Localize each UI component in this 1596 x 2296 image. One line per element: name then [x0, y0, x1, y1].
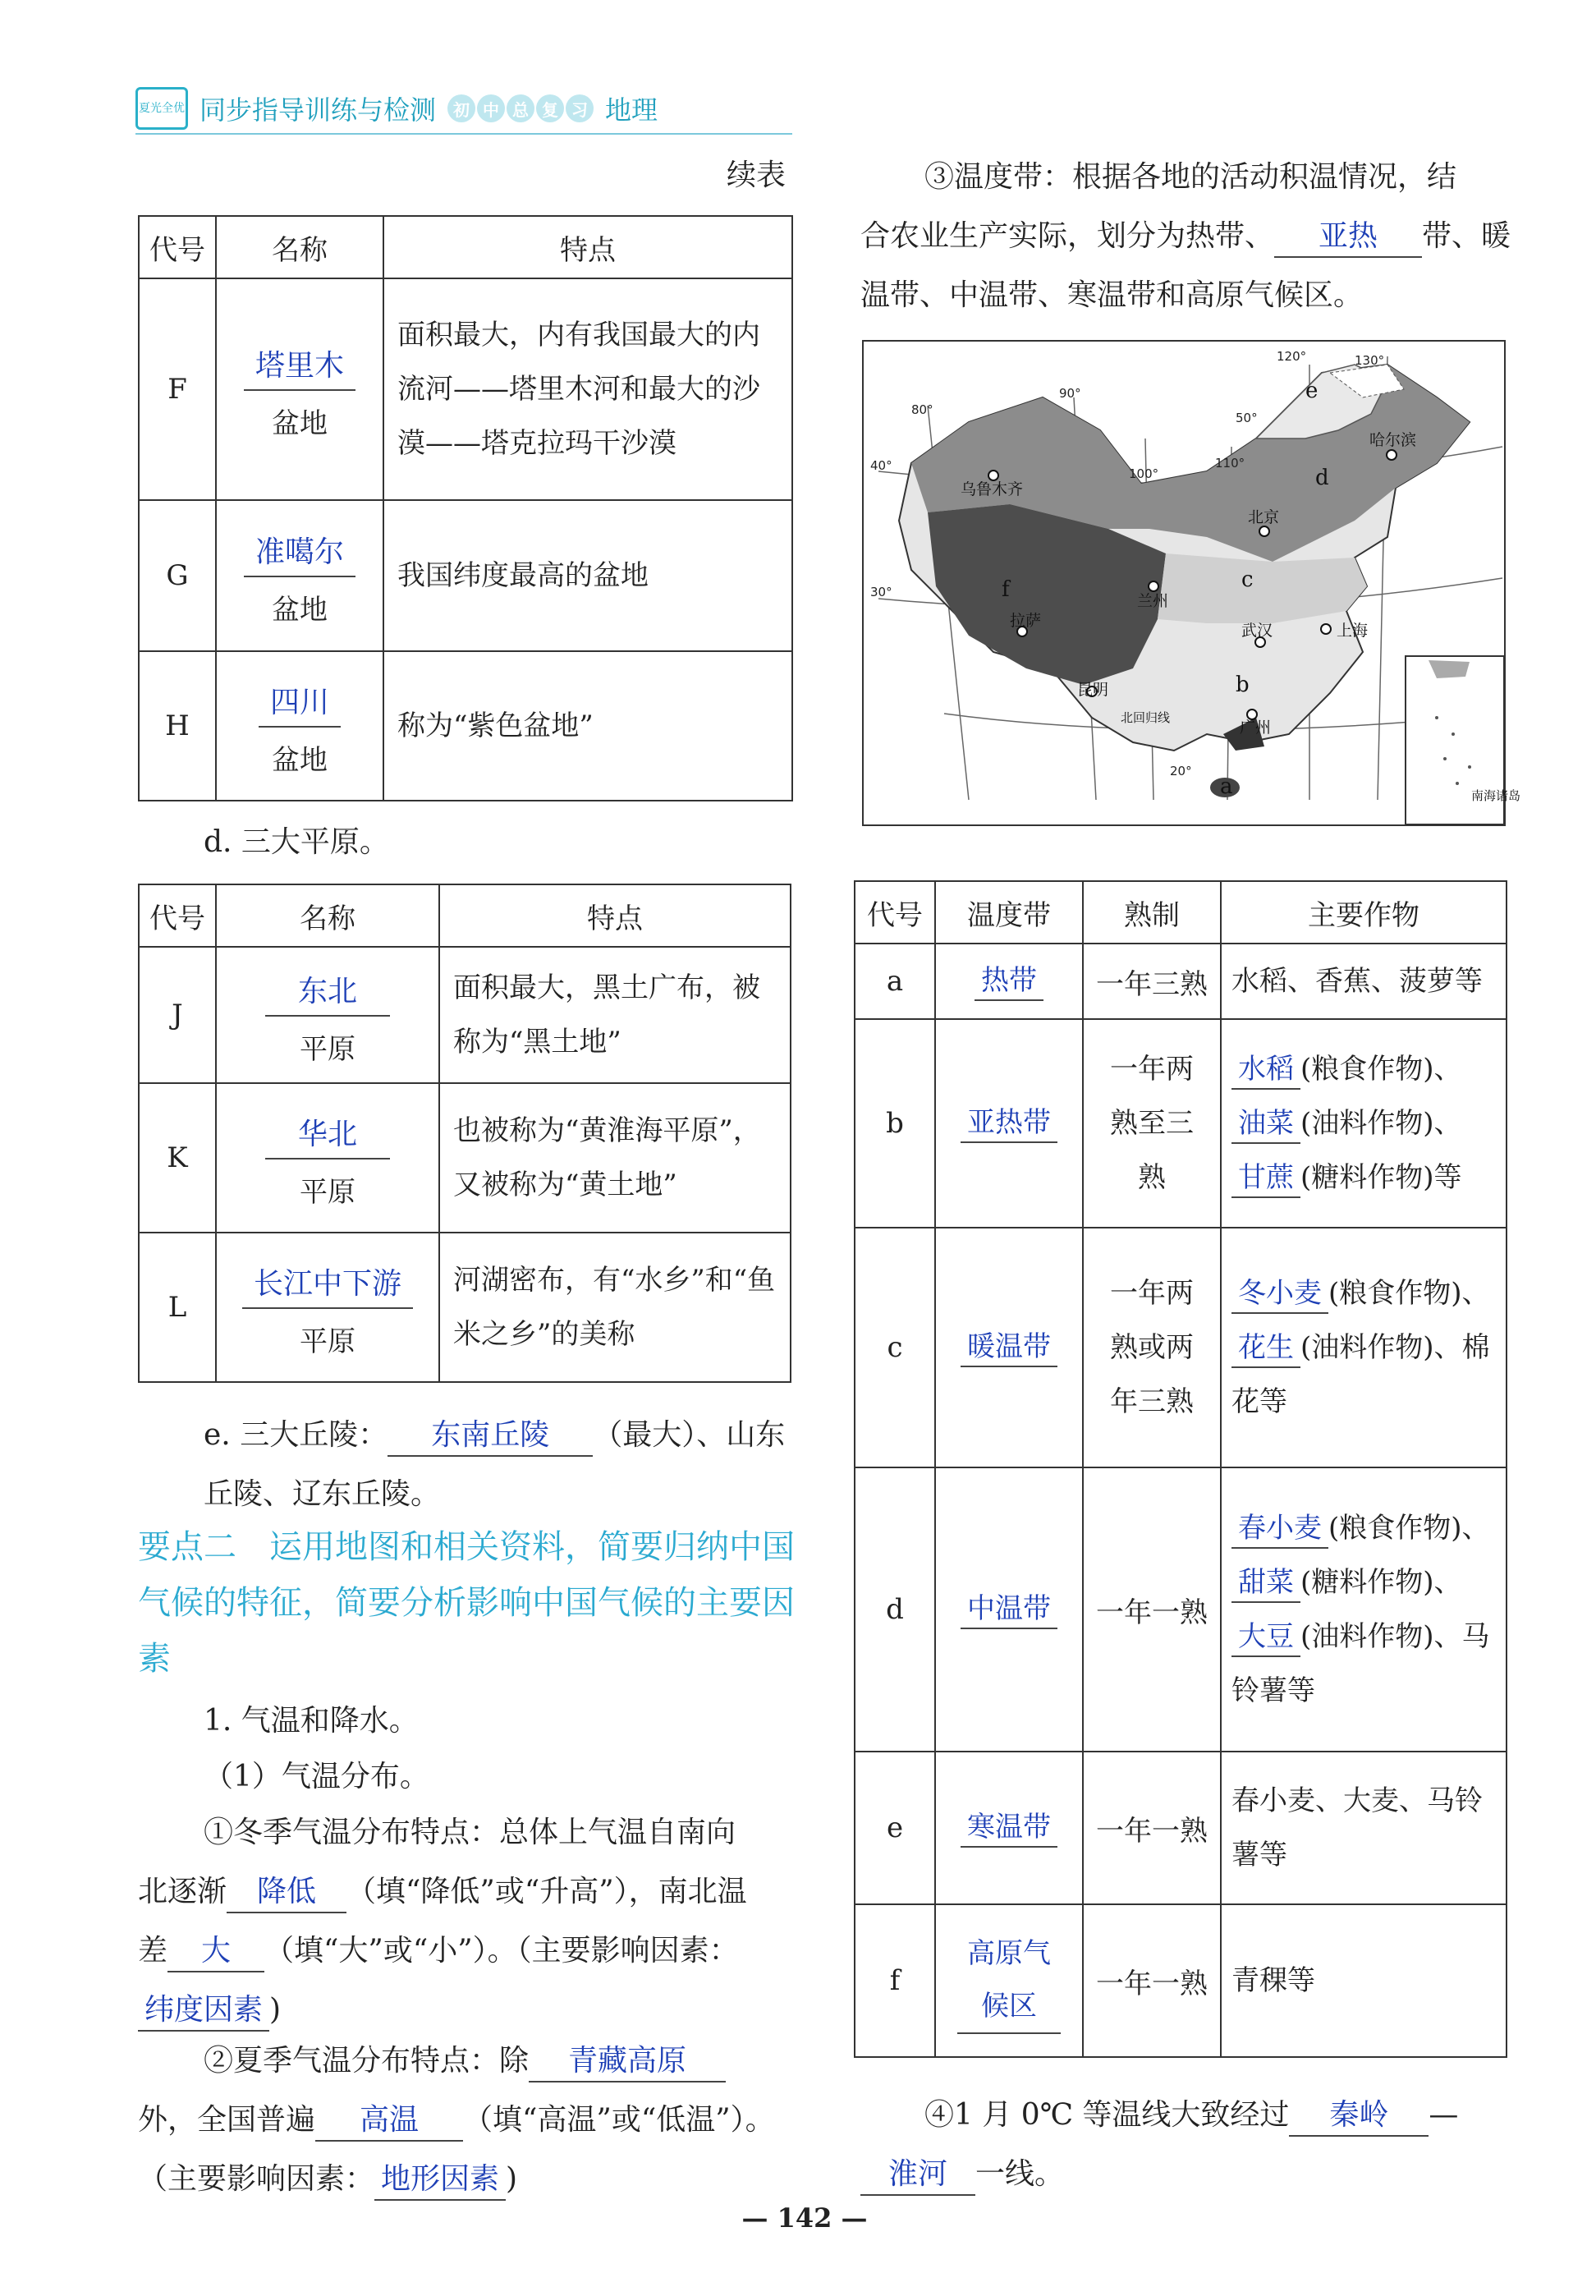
temp-zone-text: ③温度带：根据各地的活动积温情况，结 合农业生产实际，划分为热带、 亚热 带、暖 温带、中温带、寒温带和高原气候区。	[860, 160, 1511, 312]
winter-text: ①冬季气温分布特点：总体上气温自南向 北逐渐 降低 （填“降低”或“升高”），南北温 差 大 （填“大”或“小”）。（主要影响因素： 纬度因素 )	[138, 1803, 795, 2040]
section-1-1: （1）气温分布。	[204, 1760, 429, 1793]
plains-title: d. 三大平原。	[204, 825, 389, 859]
basin-table: 代号 名称 特点 F 塔里木 盆地 面积最大，内有我国最大的内流河——塔里木河和最大的沙漠——塔克拉玛干沙漠 G 准噶尔 盆地 我国纬度最高的盆地 H 四川 盆地 称为“紫色盆地”	[138, 215, 793, 801]
svg-text:80°: 80°	[911, 402, 933, 417]
table-row: H 四川 盆地 称为“紫色盆地”	[139, 651, 792, 801]
city-label: 乌鲁木齐	[961, 480, 1024, 498]
table-row: e 寒温带 一年一熟 春小麦、大麦、马铃薯等	[855, 1752, 1507, 1904]
crop-table: 代号 温度带 熟制 主要作物 a 热带 一年三熟 水稻、香蕉、菠萝等 b 亚热带 一年两熟至三熟 水稻 (粮食作物)、油菜 (油料作物)、甘蔗 (糖料作物)等 c 暖温带 一年两熟或两年三熟 冬小麦 (粮食作物)、花生 (油料作物)、棉花等 d 中温带 一年一熟 春小麦 (粮食作物)、甜菜 (糖料作物)、大豆 (油料作物)、马铃薯等 e 寒温带 一年一熟 春小麦、大麦、马铃薯等 f 高原气候区 一年一熟 青稞等	[854, 880, 1507, 2058]
city-label: 哈尔滨	[1369, 431, 1417, 449]
table-row: d 中温带 一年一熟 春小麦 (粮食作物)、甜菜 (糖料作物)、大豆 (油料作物)、马铃薯等	[855, 1467, 1507, 1752]
svg-text:120°: 120°	[1277, 349, 1307, 364]
city-label: 武汉	[1241, 622, 1273, 640]
table-row: a 热带 一年三熟 水稻、香蕉、菠萝等	[855, 944, 1507, 1019]
header-rule	[135, 133, 792, 135]
table-row: J 东北 平原 面积最大，黑土广布，被称为“黑土地”	[139, 947, 791, 1083]
zone-label: e	[1305, 379, 1319, 403]
svg-text:50°: 50°	[1236, 411, 1258, 425]
table-row: G 准噶尔 盆地 我国纬度最高的盆地	[139, 500, 792, 651]
plain-table: 代号 名称 特点 J 东北 平原 面积最大，黑土广布，被称为“黑土地” K 华北 平原 也被称为“黄淮海平原”，又被称为“黄土地” L 长江中下游 平原 河湖密布，有“水乡”和“鱼米之乡”的美称	[138, 884, 791, 1383]
tropic-label: 北回归线	[1121, 710, 1171, 725]
table-row: c 暖温带 一年两熟或两年三熟 冬小麦 (粮食作物)、花生 (油料作物)、棉花等	[855, 1228, 1507, 1467]
zone-label: a	[1220, 774, 1233, 799]
keypoint-heading: 要点二 运用地图和相关资料，简要归纳中国气候的特征，简要分析影响中国气候的主要因素	[138, 1528, 795, 1678]
svg-text:100°: 100°	[1129, 466, 1159, 481]
subject-title: 地理	[605, 94, 658, 126]
zone-label: c	[1241, 567, 1254, 592]
city-label: 昆明	[1077, 681, 1109, 699]
svg-text:130°: 130°	[1355, 353, 1385, 368]
table-row: F 塔里木 盆地 面积最大，内有我国最大的内流河——塔里木河和最大的沙漠——塔克拉玛干沙漠	[139, 278, 792, 500]
city-label: 北京	[1248, 508, 1280, 526]
isotherm-text: ④1 月 0℃ 等温线大致经过 秦岭 — 淮河 一线。	[860, 2086, 1517, 2204]
city-label: 拉萨	[1010, 612, 1042, 630]
review-tag: 初 中 总 复 习	[447, 94, 594, 122]
svg-text:90°: 90°	[1059, 386, 1081, 401]
zone-label: f	[1002, 577, 1010, 602]
table-row: L 长江中下游 平原 河湖密布，有“水乡”和“鱼米之乡”的美称	[139, 1233, 791, 1382]
inset-label: 南海诸岛	[1471, 788, 1521, 803]
svg-text:30°: 30°	[870, 585, 892, 599]
svg-text:110°: 110°	[1215, 456, 1245, 471]
zone-label: d	[1315, 466, 1329, 490]
continued-label: 续表	[727, 158, 787, 192]
table-row: b 亚热带 一年两熟至三熟 水稻 (粮食作物)、油菜 (油料作物)、甘蔗 (糖料作物)等	[855, 1019, 1507, 1228]
publisher-logo: 夏光全优	[135, 87, 188, 130]
city-label: 广州	[1240, 719, 1272, 737]
series-title: 同步指导训练与检测	[200, 94, 437, 126]
zone-label: b	[1236, 673, 1250, 697]
temperature-zone-map	[862, 340, 1521, 826]
page-number: — 142 —	[741, 2202, 868, 2234]
hills-line: e. 三大丘陵： 东南丘陵 （最大）、山东丘陵、辽东丘陵。	[204, 1406, 795, 1524]
summer-text: ②夏季气温分布特点：除 青藏高原 外，全国普遍 高温 （填“高温”或“低温”）。 （主要影响因素： 地形因素 )	[138, 2032, 795, 2209]
city-label: 兰州	[1137, 592, 1169, 610]
table-row: f 高原气候区 一年一熟 青稞等	[855, 1904, 1507, 2057]
svg-text:40°: 40°	[870, 458, 892, 473]
svg-text:20°: 20°	[1170, 764, 1192, 778]
section-1: 1. 气温和降水。	[204, 1704, 419, 1738]
table-row: K 华北 平原 也被称为“黄淮海平原”，又被称为“黄土地”	[139, 1083, 791, 1233]
page-header	[135, 85, 658, 131]
city-label: 上海	[1337, 622, 1369, 640]
